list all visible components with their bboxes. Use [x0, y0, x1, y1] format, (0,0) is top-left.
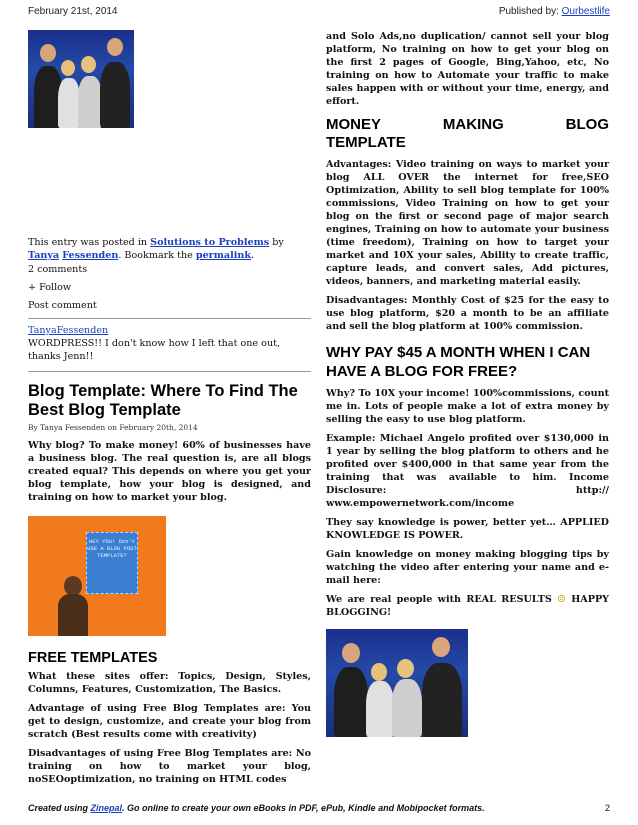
footer-created-using: Created using — [28, 803, 91, 813]
divider — [28, 318, 311, 319]
permalink-link[interactable]: permalink — [195, 250, 252, 261]
by-word: by — [269, 237, 284, 248]
group-photo-top — [28, 30, 134, 128]
why-pay-heading: WHY PAY $45 A MONTH WHEN I CAN HAVE A BLOG FOR FREE? — [326, 344, 591, 380]
group-photo-bottom — [326, 629, 468, 737]
real-results-paragraph — [326, 593, 609, 619]
author-link-first[interactable]: Tanya — [28, 250, 60, 261]
header-date: February 21st, 2014 — [28, 6, 118, 17]
gain-knowledge-paragraph: Gain knowledge on money making blogging tips by watching the video after entering your name and e-mail here: — [326, 549, 609, 586]
money-word: MONEY — [326, 116, 382, 133]
knowledge-paragraph: They say knowledge is power, better yet… APPLIED KNOWLEDGE IS POWER. — [326, 517, 609, 541]
money-heading-line2: TEMPLATE — [326, 134, 406, 151]
free-paragraph-2: Advantage of using Free Blog Templates are: You get to design, customize, and create your blog from scratch (Best results come with creativity) — [28, 703, 311, 740]
blog-template-image — [28, 516, 166, 636]
page-number: 2 — [604, 803, 610, 813]
post-title: Blog Template: Where To Find The Best Blog Template — [28, 382, 298, 419]
commenter-name[interactable]: TanyaFessenden — [28, 325, 109, 336]
bookmark-text: . Bookmark the — [118, 250, 196, 261]
happy-blogging-text: HAPPY BLOGGING! — [326, 594, 610, 618]
example-paragraph: Example: Michael Angelo profited over $130,000 in 1 year by selling the blog platform to others and he profited over $400,000 in that same year from the training that was available to him. Income Disclosure: http:// www.empowernetwork.com/income — [326, 433, 609, 509]
divider — [28, 371, 311, 372]
period: . — [251, 250, 255, 261]
entry-meta — [28, 236, 311, 262]
free-paragraph-3: Disadvantages of using Free Blog Templates are: No training on how to market your blog, noSEOoptimization, no training on HTML codes — [28, 748, 311, 785]
post-comment-button[interactable]: Post comment — [28, 300, 97, 311]
entry-prefix: This entry was posted in — [28, 237, 151, 248]
page-footer — [28, 803, 610, 815]
continued-paragraph: and Solo Ads,no duplication/ cannot sell your blog platform, No training on how to get your blog on the first 2 pages of Google, Bing,Yahoo, etc, No training on how to Automate your traffic to make sales happen with or without your time, energy, and effort. — [326, 31, 609, 107]
disadvantages-paragraph: Disadvantages: Monthly Cost of $25 for the easy to use blog platform, $20 a month to be an affiliate and sell the blog platform at 100% commission. — [326, 295, 609, 332]
published-by-label: Published by: — [498, 6, 559, 17]
post-meta: By Tanya Fessenden on February 20th, 2014 — [28, 423, 198, 432]
sticky-note: HEY YOU! Don't USE A BLOG POST TEMPLATE? — [86, 532, 138, 594]
left-column — [28, 30, 311, 786]
making-word: MAKING — [442, 116, 504, 133]
category-link[interactable]: Solutions to Problems — [150, 237, 270, 248]
comments-count: 2 comments — [28, 264, 88, 275]
person-silhouette-icon — [58, 576, 88, 636]
intro-paragraph: Why blog? To make money! 60% of businesses have a business blog. The real question is, are all blogs created equal? This depends on where you get your blog template, how your blog is designed, and training on how to market your blog. — [28, 440, 311, 503]
money-heading-line1 — [326, 116, 609, 134]
header-publisher — [499, 6, 610, 17]
smiley-icon: ☺ — [557, 594, 566, 605]
right-column — [326, 30, 609, 737]
blog-word: BLOG — [565, 116, 609, 133]
free-paragraph-1: What these sites offer: Topics, Design, Styles, Columns, Features, Customization, The Basics. — [28, 671, 311, 695]
why-paragraph: Why? To 10X your income! 100%commissions, count me in. Lots of people make a lot of extra money by selling the easy to use blog platform. — [326, 388, 609, 425]
author-link-second[interactable]: Fessenden — [62, 250, 119, 261]
zinepal-link[interactable]: Zinepal — [90, 803, 123, 813]
advantages-paragraph: Advantages: Video training on ways to market your blog ALL OVER the internet for free,SEO Optimization, Ability to sell blog template for 100% commissions, Video Training on how to get your blog on the first or second page of major search engines, Training on how to automate your business (time freedom), Training on how to target your market and 10X your sales, Ability to create traffic, capture leads, and convert sales, Add pictures, videos, banners, and marketing material easily. — [326, 159, 609, 287]
footer-rest: . Go online to create your own eBooks in PDF, ePub, Kindle and Mobipocket formats. — [122, 803, 485, 813]
comment-text: WORDPRESS!! I don't know how I left that one out, thanks Jenn!! — [28, 338, 281, 362]
follow-button[interactable]: + Follow — [28, 282, 72, 293]
page-header — [28, 6, 610, 20]
real-results-text: We are real people with REAL RESULTS — [326, 594, 552, 605]
free-templates-heading: FREE TEMPLATES — [28, 650, 158, 666]
publisher-link[interactable]: Ourbestlife — [561, 6, 610, 17]
